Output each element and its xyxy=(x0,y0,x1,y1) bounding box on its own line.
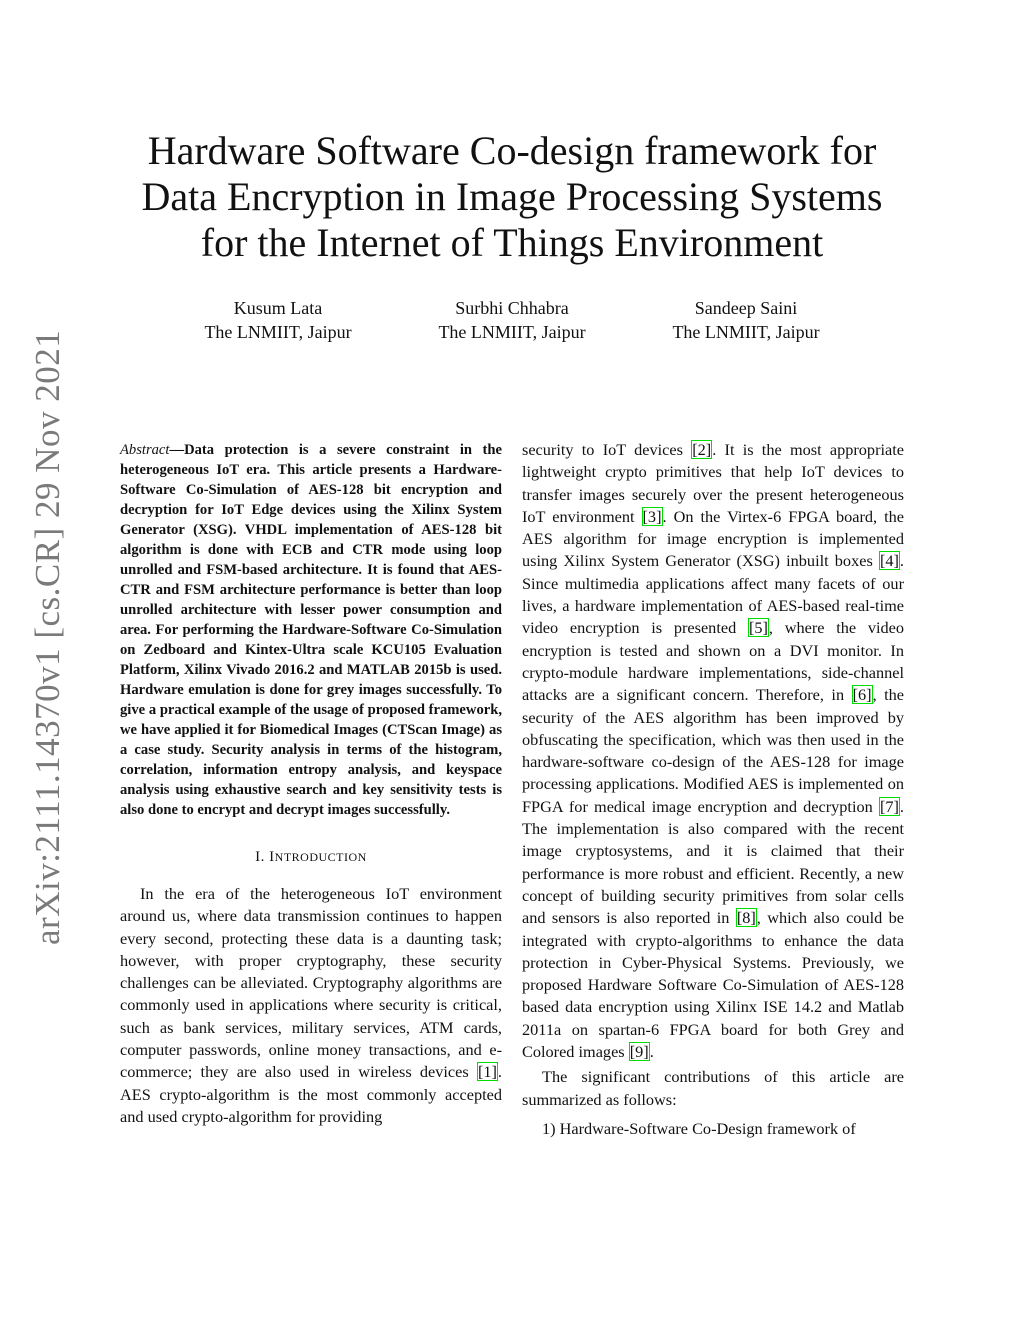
arxiv-identifier: arXiv:2111.14370v1 [cs.CR] 29 Nov 2021 xyxy=(28,329,67,945)
text-segment: . Since multimedia applications affect many facets of our lives, a hardware implementation of AES-based real-time video encryption is presented xyxy=(522,551,904,638)
text-segment: . It is the most appropriate lightweight crypto primitives that help IoT devices to transfer images securely over the present heterogeneous IoT environment xyxy=(522,440,904,526)
section-numeral: I. xyxy=(255,849,270,865)
citation-link-8[interactable]: [8] xyxy=(736,908,756,928)
introduction-body xyxy=(120,883,502,1128)
citation-link-7[interactable]: [7] xyxy=(879,796,899,816)
citation-link-4[interactable]: [4] xyxy=(879,551,899,571)
section-first-letter: I xyxy=(269,849,275,865)
author-name: Sandeep Saini xyxy=(694,298,798,318)
citation-link-9[interactable]: [9] xyxy=(629,1042,649,1062)
author-name: Kusum Lata xyxy=(233,298,323,318)
text-segment: , the security of the AES algorithm has been improved by obfuscating the specification, which was then used in the hardware-software co-design of the AES-128 for image processing applications. Modified AES is implemented on FPGA for medical image encryption and decryption xyxy=(522,685,904,816)
text-segment: . On the Virtex-6 FPGA board, the AES algorithm for image encryption is implemented using Xilinx System Generator (XSG) inbuilt boxes xyxy=(522,506,904,571)
contribution-item-1: 1) Hardware-Software Co-Design framework of xyxy=(542,1118,856,1138)
author-block-3 xyxy=(626,296,866,344)
citation-link-2[interactable]: [2] xyxy=(692,440,712,459)
citation-link-1[interactable]: [1] xyxy=(477,1062,497,1082)
section-rest: NTRODUCTION xyxy=(274,850,367,864)
title-line-1: Hardware Software Co-design framework for xyxy=(147,128,877,173)
arxiv-side-label xyxy=(18,329,78,950)
abstract-text: —Data protection is a severe constraint in the heterogeneous IoT era. This article presents a Hardware-Software Co-Simulation of AES-128 bit encryption and decryption for IoT Edge devices using the Xilinx System Generator (XSG). VHDL implementation of AES-128 bit algorithm is done with ECB and CTR mode using loop unrolled and FSM-based architecture. It is found that AES-CTR and FSM architecture performance is better than loop unrolled architecture with lesser power consumption and area. For performing the Hardware-Software Co-Simulation on Zedboard and Kintex-Ultra scale KCU105 Evaluation Platform, Xilinx Vivado 2016.2 and MATLAB 2015b is used. Hardware emulation is done for grey images successfully. To give a practical example of the usage of proposed framework, we have applied it for Biomedical Images (CTScan Image) as a case study. Security analysis in terms of the histogram, correlation, information entropy analysis, and keyspace analysis using exhaustive search and key sensitivity tests is also done to encrypt and decrypt images successfully. xyxy=(120,442,502,818)
intro-text-after: . AES crypto-algorithm is the most commonly accepted and used crypto-algorithm for providing xyxy=(120,1062,502,1126)
paper-title xyxy=(100,128,924,266)
citation-link-6[interactable]: [6] xyxy=(852,685,872,705)
abstract xyxy=(120,440,502,820)
left-column xyxy=(120,440,502,1128)
author-affiliation: The LNMIIT, Jaipur xyxy=(204,322,352,342)
text-segment: , which also could be integrated with crypto-algorithms to enhance the data protection in Cyber-Physical Systems. Previously, we proposed Hardware Software Co-Simulation of AES-128 based data encryption using Xilinx ISE 14.2 and Matlab 2011a on spartan-6 FPGA board for both Grey and Colored images xyxy=(522,908,905,1062)
text-segment: . The implementation is also compared with the recent image cryptosystems, and it is claimed that their performance is more robust and efficient. Recently, a new concept of building security primitives from solar cells and sensors is also reported in xyxy=(522,796,904,928)
title-line-2: Data Encryption in Image Processing Systems xyxy=(141,174,883,219)
right-column xyxy=(522,439,904,1140)
intro-continuation xyxy=(522,439,904,1063)
intro-text: In the era of the heterogeneous IoT environment around us, where data transmission continues to happen every second, protecting these data is a daunting task; however, with proper cryptography, these security challenges can be alleviated. Cryptography algorithms are commonly used in applications where security is critical, such as bank services, military services, ATM cards, computer passwords, online money transactions, and e-commerce; they are also used in wireless devices xyxy=(120,884,502,1082)
text-segment: , where the video encryption is tested and shown on a DVI monitor. In crypto-module hardware implementations, side-channel attacks are a significant concern. Therefore, in xyxy=(522,618,904,705)
author-affiliation: The LNMIIT, Jaipur xyxy=(438,322,586,342)
author-affiliation: The LNMIIT, Jaipur xyxy=(672,322,820,342)
section-heading-introduction xyxy=(120,849,502,866)
text-segment: . xyxy=(649,1042,654,1062)
author-name: Surbhi Chhabra xyxy=(455,298,569,318)
author-block-1 xyxy=(158,296,398,344)
abstract-label: Abstract xyxy=(120,442,170,458)
text-segment: security to IoT devices xyxy=(522,440,692,459)
title-line-3: for the Internet of Things Environment xyxy=(200,220,824,265)
contributions-intro: The significant contributions of this article are summarized as follows: xyxy=(522,1067,904,1109)
intro-paragraph xyxy=(120,883,502,1128)
author-block-2 xyxy=(392,296,632,344)
citation-link-5[interactable]: [5] xyxy=(748,618,768,638)
citation-link-3[interactable]: [3] xyxy=(642,506,662,526)
